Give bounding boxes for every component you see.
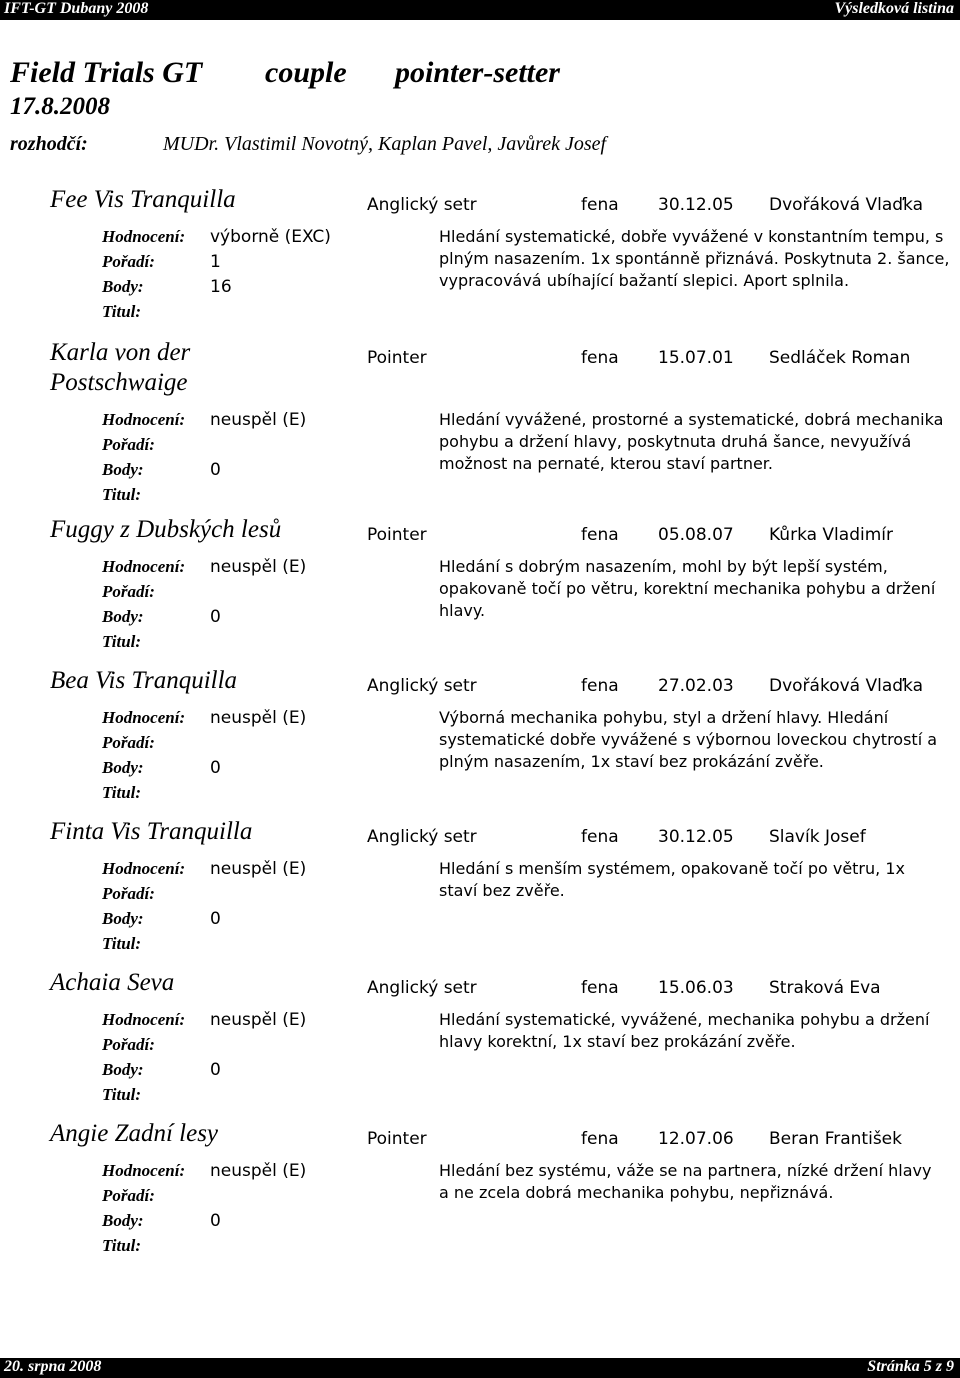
dog-name: Fuggy z Dubských lesů — [50, 516, 282, 543]
points-value: 16 — [210, 277, 232, 297]
rating-value: neuspěl (E) — [210, 1010, 307, 1030]
judge-comment-line: systematické dobře vyvážené s výbornou loveckou chytrostí a — [439, 730, 938, 749]
points-value: 0 — [210, 758, 221, 778]
category-title: couple — [265, 56, 347, 89]
title-label: Titul: — [102, 302, 142, 321]
rating-value: neuspěl (E) — [210, 859, 307, 879]
dog-birth-date: 05.08.07 — [658, 525, 734, 545]
rating-label: Hodnocení: — [102, 227, 186, 246]
judge-comment-line: Hledání s menším systémem, opakovaně točí po větru, 1x — [439, 859, 905, 878]
dog-birth-date: 12.07.06 — [658, 1129, 734, 1149]
dog-sex: fena — [581, 195, 619, 215]
rating-value: neuspěl (E) — [210, 410, 307, 430]
rank-label: Pořadí: — [102, 733, 155, 752]
points-label: Body: — [102, 909, 144, 928]
dog-sex: fena — [581, 1129, 619, 1149]
dog-birth-date: 15.07.01 — [658, 348, 734, 368]
rating-label: Hodnocení: — [102, 1010, 186, 1029]
dog-name: Karla von der — [50, 339, 191, 366]
title-label: Titul: — [102, 934, 142, 953]
judge-comment-line: Výborná mechanika pohybu, styl a držení hlavy. Hledání — [439, 708, 889, 727]
title-label: Titul: — [102, 1236, 142, 1255]
rank-label: Pořadí: — [102, 1186, 155, 1205]
points-label: Body: — [102, 1060, 144, 1079]
dog-owner: Dvořáková Vlaďka — [769, 676, 924, 696]
dog-breed: Pointer — [367, 525, 427, 545]
dog-sex: fena — [581, 827, 619, 847]
event-name-header: IFT-GT Dubany 2008 — [4, 0, 149, 17]
rating-label: Hodnocení: — [102, 410, 186, 429]
dog-owner: Beran František — [769, 1129, 902, 1149]
title-label: Titul: — [102, 485, 142, 504]
points-value: 0 — [210, 460, 221, 480]
dog-name: Angie Zadní lesy — [50, 1120, 219, 1147]
points-label: Body: — [102, 277, 144, 296]
page-number: Stránka 5 z 9 — [867, 1358, 954, 1375]
points-value: 0 — [210, 1211, 221, 1231]
dog-owner: Slavík Josef — [769, 827, 866, 847]
dog-name: Postschwaige — [50, 369, 188, 396]
judge-comment-line: vypracovává ubíhající bažantí slepici. Aport splnila. — [439, 271, 850, 290]
rating-label: Hodnocení: — [102, 557, 186, 576]
rating-label: Hodnocení: — [102, 708, 186, 727]
document-type-header: Výsledková listina — [834, 0, 954, 17]
rank-label: Pořadí: — [102, 252, 155, 271]
points-value: 0 — [210, 909, 221, 929]
judge-comment-line: a ne zcela dobrá mechanika pohybu, nepřiznává. — [439, 1183, 834, 1202]
dog-name: Bea Vis Tranquilla — [50, 667, 238, 694]
dog-name: Finta Vis Tranquilla — [50, 818, 253, 845]
dog-breed: Pointer — [367, 1129, 427, 1149]
title-label: Titul: — [102, 632, 142, 651]
dog-breed: Anglický setr — [367, 827, 477, 847]
dog-owner: Dvořáková Vlaďka — [769, 195, 924, 215]
breed-group-title: pointer-setter — [395, 56, 560, 89]
rank-value: 1 — [210, 252, 221, 272]
dog-name: Achaia Seva — [50, 969, 175, 996]
print-date: 20. srpna 2008 — [4, 1358, 102, 1375]
points-label: Body: — [102, 1211, 144, 1230]
event-date: 17.8.2008 — [10, 93, 110, 120]
rank-label: Pořadí: — [102, 1035, 155, 1054]
dog-sex: fena — [581, 676, 619, 696]
rank-label: Pořadí: — [102, 435, 155, 454]
rating-value: neuspěl (E) — [210, 708, 307, 728]
dog-birth-date: 27.02.03 — [658, 676, 734, 696]
judge-comment-line: Hledání systematické, dobře vyvážené v konstantním tempu, s — [439, 227, 944, 246]
points-value: 0 — [210, 1060, 221, 1080]
judge-comment-line: plným nasazením, 1x staví bez prokázání zvěře. — [439, 752, 824, 771]
points-label: Body: — [102, 758, 144, 777]
points-value: 0 — [210, 607, 221, 627]
rating-value: výborně (EXC) — [210, 227, 331, 247]
dog-sex: fena — [581, 525, 619, 545]
title-label: Titul: — [102, 1085, 142, 1104]
rank-label: Pořadí: — [102, 884, 155, 903]
rank-label: Pořadí: — [102, 582, 155, 601]
dog-owner: Straková Eva — [769, 978, 881, 998]
judge-comment-line: hlavy. — [439, 601, 486, 620]
rating-value: neuspěl (E) — [210, 557, 307, 577]
judges-names: MUDr. Vlastimil Novotný, Kaplan Pavel, Javůrek Josef — [163, 133, 607, 155]
title-label: Titul: — [102, 783, 142, 802]
dog-owner: Kůrka Vladimír — [769, 525, 893, 545]
judges-label: rozhodčí: — [10, 133, 88, 155]
dog-birth-date: 30.12.05 — [658, 827, 734, 847]
dog-birth-date: 15.06.03 — [658, 978, 734, 998]
judge-comment-line: možnost na pernaté, kterou staví partner. — [439, 454, 773, 473]
judge-comment-line: staví bez zvěře. — [439, 881, 565, 900]
judge-comment-line: Hledání systematické, vyvážené, mechanika pohybu a držení — [439, 1010, 930, 1029]
rating-label: Hodnocení: — [102, 859, 186, 878]
footer-bar — [0, 1358, 960, 1378]
event-title: Field Trials GT — [10, 56, 203, 89]
dog-name: Fee Vis Tranquilla — [50, 186, 236, 213]
judge-comment-line: plným nasazením. 1x spontánně přiznává. Poskytnuta 2. šance, — [439, 249, 950, 268]
rating-value: neuspěl (E) — [210, 1161, 307, 1181]
dog-owner: Sedláček Roman — [769, 348, 911, 368]
judge-comment-line: opakovaně točí po větru, korektní mechanika pohybu a držení — [439, 579, 936, 598]
judge-comment-line: Hledání bez systému, váže se na partnera, nízké držení hlavy — [439, 1161, 932, 1180]
dog-breed: Anglický setr — [367, 195, 477, 215]
dog-sex: fena — [581, 348, 619, 368]
points-label: Body: — [102, 607, 144, 626]
dog-sex: fena — [581, 978, 619, 998]
judge-comment-line: Hledání s dobrým nasazením, mohl by být lepší systém, — [439, 557, 888, 576]
judge-comment-line: pohybu a držení hlavy, poskytnuta druhá šance, nevyužívá — [439, 432, 912, 451]
dog-birth-date: 30.12.05 — [658, 195, 734, 215]
top-header-bar — [0, 0, 960, 20]
points-label: Body: — [102, 460, 144, 479]
dog-breed: Anglický setr — [367, 676, 477, 696]
dog-breed: Anglický setr — [367, 978, 477, 998]
rating-label: Hodnocení: — [102, 1161, 186, 1180]
judge-comment-line: hlavy korektní, 1x staví bez prokázání zvěře. — [439, 1032, 796, 1051]
judge-comment-line: Hledání vyvážené, prostorné a systematické, dobrá mechanika — [439, 410, 944, 429]
dog-breed: Pointer — [367, 348, 427, 368]
